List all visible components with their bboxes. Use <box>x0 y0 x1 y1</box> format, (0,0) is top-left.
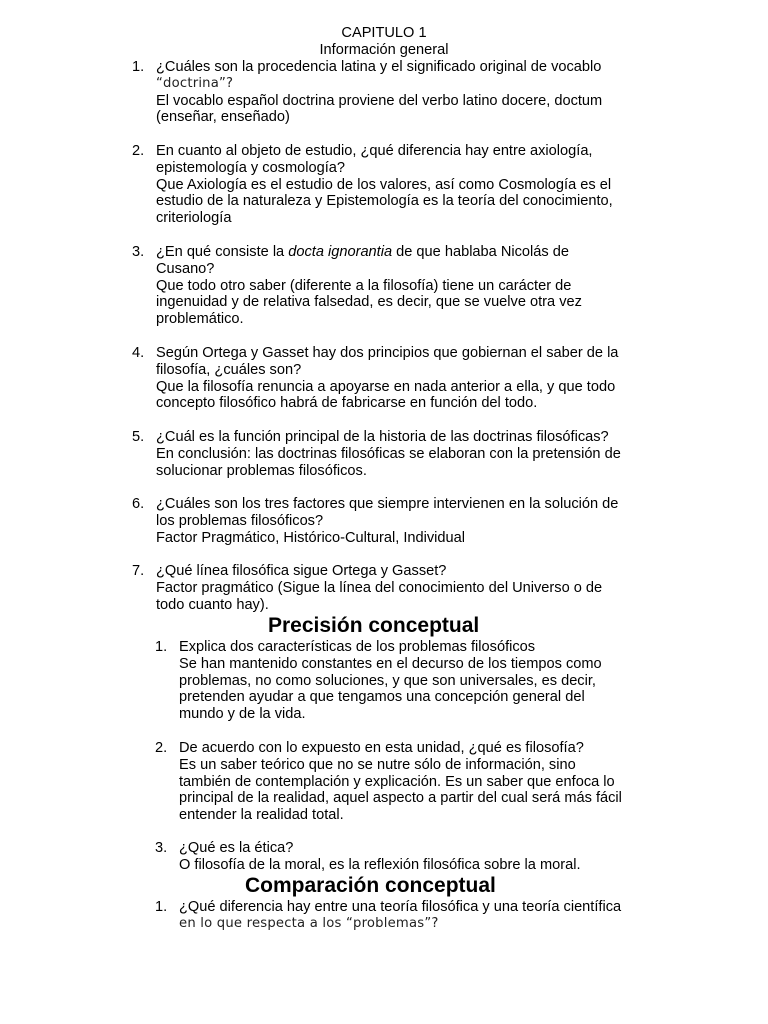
item-body <box>179 840 679 874</box>
answer-line: principal de la realidad, aquel aspecto a partir del cual será más fácil <box>179 790 622 807</box>
answer-line: Se han mantenido constantes en el decurso de los tiempos como <box>179 655 602 672</box>
answer-line: Factor Pragmático, Histórico-Cultural, Individual <box>156 529 466 546</box>
answer-line: O filosofía de la moral, es la reflexión filosófica sobre la moral. <box>179 856 581 873</box>
answer-line: En conclusión: las doctrinas filosóficas se elaboran con la pretensión de <box>156 445 621 462</box>
question-line: ¿Qué es la ética? <box>179 840 294 856</box>
item-number: 1. <box>155 899 168 915</box>
question-italic-term: docta ignorantia <box>288 244 393 260</box>
answer-line: también de contemplación y explicación. Es un saber que enfoca lo <box>179 773 615 790</box>
question-line: Cusano? <box>156 260 215 277</box>
item-body <box>179 899 679 933</box>
item-body <box>156 244 656 328</box>
answer-line: entender la realidad total. <box>179 807 344 824</box>
item-number: 1. <box>155 639 168 655</box>
item-number: 2. <box>155 740 168 756</box>
item-number: 5. <box>132 429 145 445</box>
item-body <box>156 496 656 546</box>
answer-line: estudio de la naturaleza y Epistemología es la teoría del conocimiento, <box>156 193 613 210</box>
question-line: De acuerdo con lo expuesto en esta unidad, ¿qué es filosofía? <box>179 740 584 756</box>
answer-line: (enseñar, enseñado) <box>156 109 290 126</box>
answer-line: ingenuidad y de relativa falsedad, es decir, que se vuelve otra vez <box>156 294 582 311</box>
item-number: 7. <box>132 563 145 579</box>
item-body <box>156 429 656 479</box>
question-line: filosofía, ¿cuáles son? <box>156 361 302 378</box>
question-text: ¿En qué consiste la <box>156 244 289 260</box>
section-heading-precision-conceptual: Precisión conceptual <box>268 614 480 637</box>
question-line <box>156 244 656 261</box>
answer-line: El vocablo español doctrina proviene del verbo latino docere, doctum <box>156 92 603 109</box>
answer-line: Que todo otro saber (diferente a la filosofía) tiene un carácter de <box>156 277 572 294</box>
answer-line: Factor pragmático (Sigue la línea del conocimiento del Universo o de <box>156 579 603 596</box>
answer-line: problemas, no como soluciones, y que son universales, es decir, <box>179 672 596 689</box>
question-line: “doctrina”? <box>156 75 234 91</box>
answer-line: Que Axiología es el estudio de los valores, así como Cosmología es el <box>156 176 612 193</box>
question-line: ¿Cuáles son la procedencia latina y el significado original de vocablo <box>156 59 602 75</box>
section-heading-comparacion-conceptual: Comparación conceptual <box>245 874 496 897</box>
item-body <box>156 59 656 126</box>
question-line: En cuanto al objeto de estudio, ¿qué diferencia hay entre axiología, <box>156 143 593 159</box>
answer-line: concepto filosófico habrá de fabricarse en función del todo. <box>156 395 538 412</box>
item-number: 4. <box>132 345 145 361</box>
question-line: ¿Qué diferencia hay entre una teoría filosófica y una teoría científica <box>179 899 622 915</box>
chapter-subtitle: Información general <box>319 42 449 58</box>
item-body <box>156 563 656 613</box>
question-text: de que hablaba Nicolás de <box>392 244 569 260</box>
question-line: ¿Cuál es la función principal de la historia de las doctrinas filosóficas? <box>156 429 609 445</box>
answer-line: pretenden ayudar a que tengamos una concepción general del <box>179 689 585 706</box>
answer-line: Es un saber teórico que no se nutre sólo de información, sino <box>179 756 576 773</box>
answer-line: solucionar problemas filosóficos. <box>156 462 367 479</box>
item-body <box>156 345 656 412</box>
question-line: Según Ortega y Gasset hay dos principios que gobiernan el saber de la <box>156 345 619 361</box>
item-body <box>179 639 679 723</box>
item-number: 2. <box>132 143 145 159</box>
question-line: los problemas filosóficos? <box>156 512 324 529</box>
item-number: 3. <box>132 244 145 260</box>
answer-line: todo cuanto hay). <box>156 596 269 613</box>
item-body <box>179 740 679 824</box>
chapter-title: CAPITULO 1 <box>341 25 427 41</box>
answer-line: mundo y de la vida. <box>179 706 306 723</box>
item-number: 3. <box>155 840 168 856</box>
question-line: ¿Qué línea filosófica sigue Ortega y Gasset? <box>156 563 447 579</box>
question-line: ¿Cuáles son los tres factores que siempre intervienen en la solución de <box>156 496 619 512</box>
item-number: 1. <box>132 59 145 75</box>
answer-line: problemático. <box>156 311 244 328</box>
item-number: 6. <box>132 496 145 512</box>
answer-line: Que la filosofía renuncia a apoyarse en nada anterior a ella, y que todo <box>156 378 616 395</box>
question-line: en lo que respecta a los “problemas”? <box>179 915 439 931</box>
question-line: epistemología y cosmología? <box>156 159 346 176</box>
answer-line: criteriología <box>156 210 232 227</box>
question-line: Explica dos características de los problemas filosóficos <box>179 639 536 655</box>
item-body <box>156 143 656 227</box>
